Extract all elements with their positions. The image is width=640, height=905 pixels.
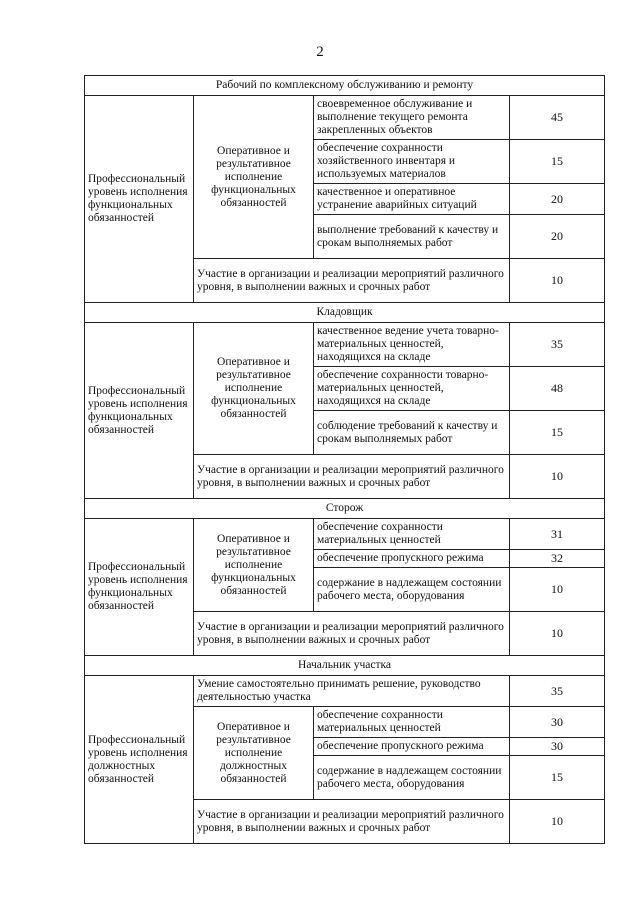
group-cell: Оперативное и результативное исполнение функциональных обязанностей <box>194 323 314 455</box>
criteria-points: 20 <box>510 215 605 259</box>
criteria-row <box>85 519 605 550</box>
section-header-row <box>85 76 605 96</box>
criteria-text: Умение самостоятельно принимать решение, руководство деятельностью участка <box>194 676 510 707</box>
criteria-text: обеспечение сохранности хозяйственного инвентаря и используемых материалов <box>314 140 510 184</box>
section-title: Рабочий по комплексному обслуживанию и ремонту <box>85 76 605 96</box>
participation-text: Участие в организации и реализации мероприятий различного уровня, в выполнении важных и срочных работ <box>194 259 510 303</box>
criteria-points: 48 <box>510 367 605 411</box>
criteria-points: 30 <box>510 738 605 756</box>
criteria-points: 15 <box>510 140 605 184</box>
section-header-row <box>85 499 605 519</box>
criteria-text: соблюдение требований к качеству и срокам выполняемых работ <box>314 411 510 455</box>
group-cell: Оперативное и результативное исполнение функциональных обязанностей <box>194 96 314 259</box>
criteria-text: обеспечение сохранности товарно-материальных ценностей, находящихся на складе <box>314 367 510 411</box>
participation-points: 10 <box>510 800 605 844</box>
criteria-row <box>85 676 605 707</box>
level-cell: Профессиональный уровень исполнения функциональных обязанностей <box>85 96 194 303</box>
section-title: Начальник участка <box>85 656 605 676</box>
criteria-row <box>85 96 605 140</box>
criteria-points: 30 <box>510 707 605 738</box>
section-title: Кладовщик <box>85 303 605 323</box>
bonus-criteria-table <box>84 75 605 844</box>
group-cell: Оперативное и результативное исполнение функциональных обязанностей <box>194 519 314 612</box>
criteria-points: 15 <box>510 756 605 800</box>
criteria-text: обеспечение сохранности материальных ценностей <box>314 707 510 738</box>
criteria-text: содержание в надлежащем состоянии рабочего места, оборудования <box>314 756 510 800</box>
criteria-text: обеспечение сохранности материальных ценностей <box>314 519 510 550</box>
participation-text: Участие в организации и реализации мероприятий различного уровня, в выполнении важных и срочных работ <box>194 455 510 499</box>
criteria-points: 45 <box>510 96 605 140</box>
participation-points: 10 <box>510 455 605 499</box>
section-header-row <box>85 656 605 676</box>
criteria-points: 35 <box>510 323 605 367</box>
section-header-row <box>85 303 605 323</box>
criteria-text: выполнение требований к качеству и срокам выполняемых работ <box>314 215 510 259</box>
level-cell: Профессиональный уровень исполнения должностных обязанностей <box>85 676 194 844</box>
criteria-points: 31 <box>510 519 605 550</box>
group-cell: Оперативное и результативное исполнение должностных обязанностей <box>194 707 314 800</box>
criteria-points: 10 <box>510 568 605 612</box>
page-number: 2 <box>316 44 324 60</box>
level-cell: Профессиональный уровень исполнения функциональных обязанностей <box>85 323 194 499</box>
criteria-text: качественное и оперативное устранение аварийных ситуаций <box>314 184 510 215</box>
criteria-text: качественное ведение учета товарно-материальных ценностей, находящихся на складе <box>314 323 510 367</box>
criteria-points: 32 <box>510 550 605 568</box>
criteria-points: 20 <box>510 184 605 215</box>
criteria-points: 15 <box>510 411 605 455</box>
criteria-text: обеспечение пропускного режима <box>314 738 510 756</box>
criteria-text: обеспечение пропускного режима <box>314 550 510 568</box>
participation-text: Участие в организации и реализации мероприятий различного уровня, в выполнении важных и срочных работ <box>194 612 510 656</box>
participation-points: 10 <box>510 612 605 656</box>
level-cell: Профессиональный уровень исполнения функциональных обязанностей <box>85 519 194 656</box>
participation-text: Участие в организации и реализации мероприятий различного уровня, в выполнении важных и срочных работ <box>194 800 510 844</box>
participation-points: 10 <box>510 259 605 303</box>
criteria-text: содержание в надлежащем состоянии рабочего места, оборудования <box>314 568 510 612</box>
criteria-points: 35 <box>510 676 605 707</box>
criteria-text: своевременное обслуживание и выполнение текущего ремонта закрепленных объектов <box>314 96 510 140</box>
section-title: Сторож <box>85 499 605 519</box>
criteria-row <box>85 323 605 367</box>
